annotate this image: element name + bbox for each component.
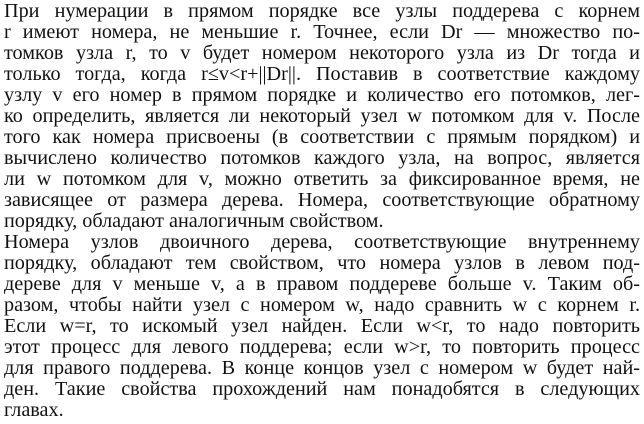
text-line: главах. [4, 399, 64, 421]
text-line: ден. Такие свойства прохождений нам понадобятся в следующих [4, 378, 640, 400]
text-line: ли w потомком для v, можно ответить за фиксированное время, не [4, 168, 640, 190]
text-line: того как номера присвоены (в соответствии с прямым порядком) и [4, 126, 640, 148]
text-line: порядку, обладают тем свойством, что номера узлов в левом под- [4, 252, 640, 274]
text-line: порядку, обладают аналогичным свойством. [4, 210, 384, 232]
text-line: Номера узлов двоичного дерева, соответствующие внутреннему [4, 231, 640, 253]
text-line: только тогда, когда r≤v<r+||Dr||. Поставив в соответствие каждому [4, 63, 640, 85]
text-line: r имеют номера, не меньшие r. Точнее, если Dr — множество по- [4, 21, 640, 43]
text-line: узлу v его номер в прямом порядке и количество его потомков, лег- [4, 84, 640, 106]
text-line: зависящее от размера дерева. Номера, соответствующие обратному [4, 189, 640, 211]
text-line: ко определить, является ли некоторый узел w потомком для v. После [4, 105, 640, 127]
text-line: разом, чтобы найти узел с номером w, надо сравнить w с корнем r. [4, 294, 640, 316]
text-line: Если w=r, то искомый узел найден. Если w<r, то надо повторить [4, 315, 640, 337]
text-line: этот процесс для левого поддерева; если w>r, то повторить процесс [4, 336, 640, 358]
text-line: При нумерации в прямом порядке все узлы поддерева с корнем [4, 0, 640, 22]
text-line: дереве для v меньше v, а в правом поддереве больше v. Таким об- [4, 273, 640, 295]
text-line: вычислено количество потомков каждого узла, на вопрос, является [4, 147, 640, 169]
text-line: томков узла r, то v будет номером некоторого узла из Dr тогда и [4, 42, 640, 64]
text-line: для правого поддерева. В конце концов узел с номером w будет най- [4, 357, 640, 379]
